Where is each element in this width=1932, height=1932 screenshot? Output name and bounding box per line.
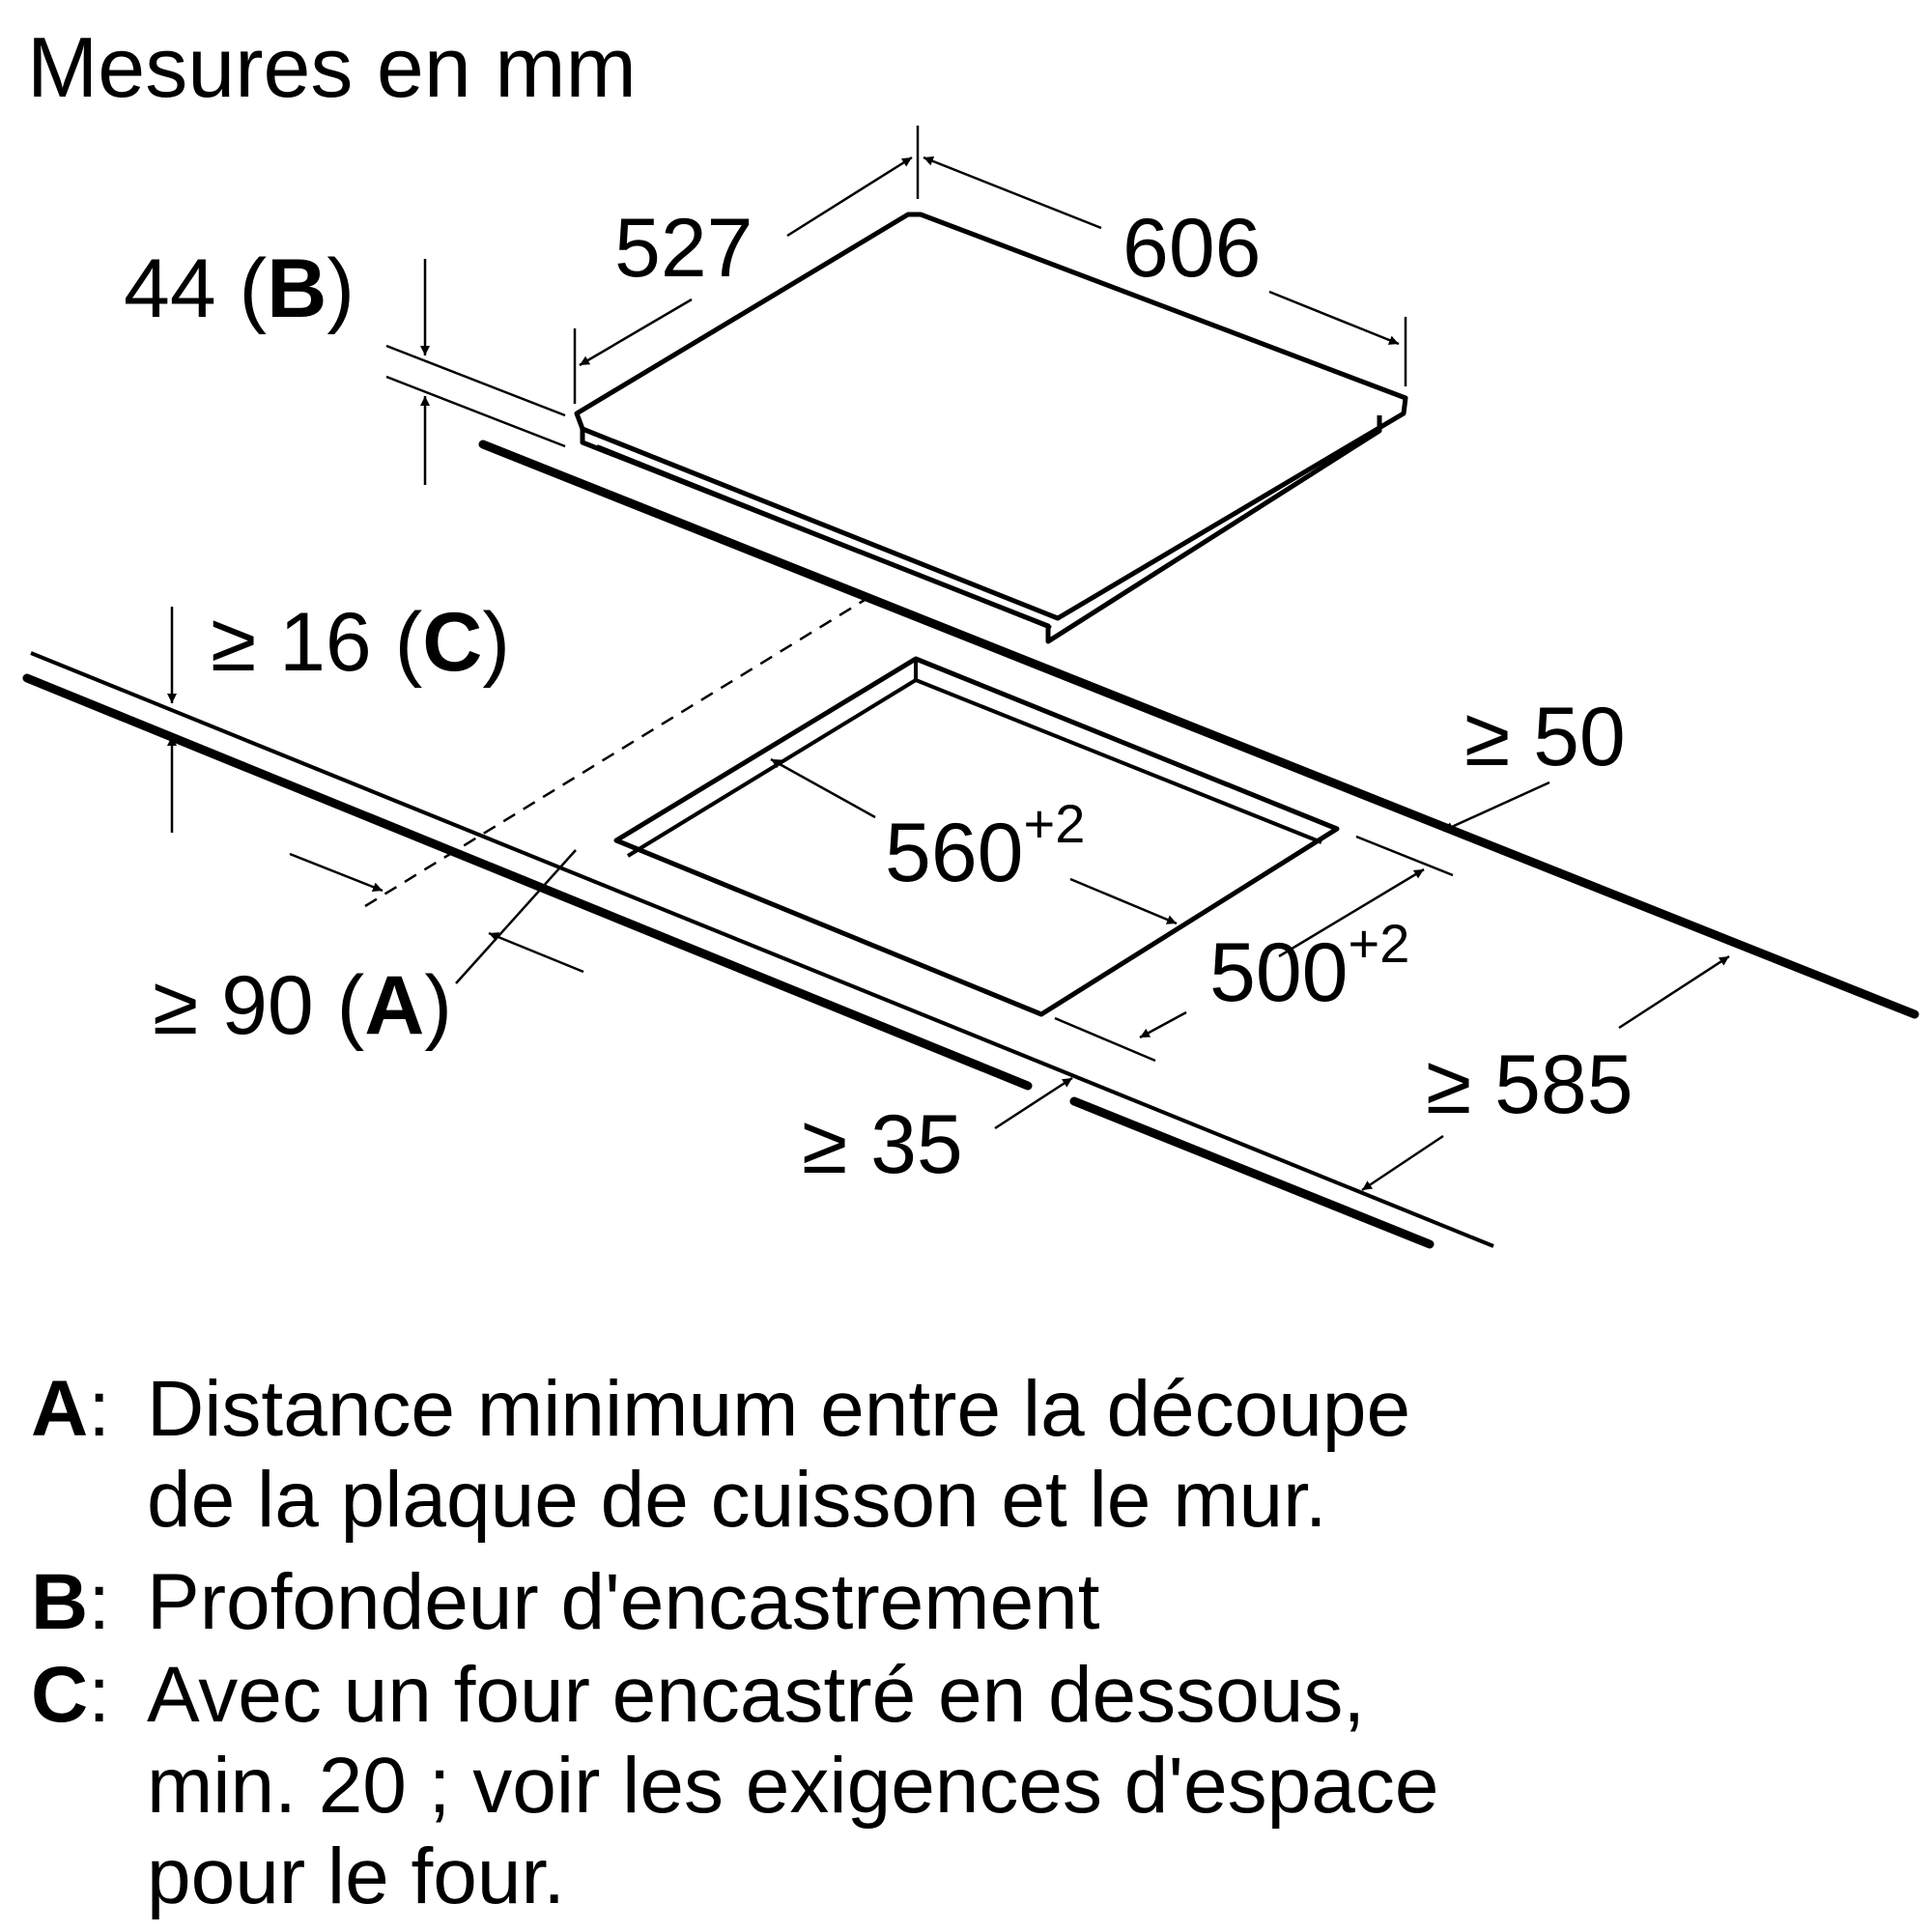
dim-527-label: 527: [614, 202, 753, 295]
legend-item-b: B:: [31, 1558, 111, 1646]
dim-560-arrow-left: [771, 759, 875, 817]
dim-90-arrow-right: [290, 854, 383, 891]
dim-560-arrow-right: [1070, 879, 1177, 923]
legend-item-c: C:: [31, 1651, 111, 1739]
dim-500-arrow-down: [1140, 1012, 1186, 1037]
dim-500-tolerance: +2: [1348, 913, 1410, 974]
dim-90-arrow-left: [489, 933, 583, 972]
page-title: Mesures en mm: [27, 19, 637, 115]
legend-item-a-line-1: Distance minimum entre la découpe: [147, 1365, 1411, 1453]
dim-44-label: 44 (B): [124, 242, 355, 335]
countertop-back-edge: [483, 444, 1915, 1014]
legend-item-a: A:: [31, 1365, 111, 1453]
legend-item-b-line-1: Profondeur d'encastrement: [147, 1558, 1100, 1646]
legend-item-a-line-2: de la plaque de cuisson et le mur.: [147, 1456, 1327, 1544]
ext-line-500-bottom: [1055, 1018, 1155, 1061]
ext-line-44-bottom: [386, 377, 565, 446]
ext-line-500-right: [1356, 837, 1453, 875]
dim-560-label: 560+2: [885, 793, 1086, 899]
ext-line-44-top: [386, 346, 565, 415]
dim-35-label: ≥ 35: [802, 1098, 963, 1191]
hob-underside-line: [597, 446, 1051, 628]
dim-90-label: ≥ 90 (A): [153, 959, 453, 1052]
dim-500-label: 500+2: [1209, 913, 1410, 1019]
dim-50-label: ≥ 50: [1464, 691, 1626, 783]
legend: [31, 1365, 1438, 1920]
dim-16-label: ≥ 16 (C): [211, 596, 511, 689]
dim-585-arrow-down: [1362, 1136, 1443, 1190]
legend-item-c-line-3: pour le four.: [147, 1833, 566, 1920]
countertop-front-edge-lower-right: [1074, 1101, 1430, 1244]
legend-item-c-line-1: Avec un four encastré en dessous,: [147, 1651, 1366, 1739]
dim-606-label: 606: [1122, 202, 1262, 295]
dim-560-tolerance: +2: [1023, 793, 1086, 854]
dim-44-letter: B: [267, 242, 327, 335]
dim-585-arrow-up: [1619, 956, 1729, 1028]
countertop-drawing: [27, 597, 1493, 1246]
ext-line-90-right: [456, 850, 576, 983]
dim-606-arrow-left: [923, 157, 1101, 228]
dim-606-arrow-right: [1269, 292, 1399, 344]
dim-585-label: ≥ 585: [1426, 1038, 1634, 1131]
dim-16-letter: C: [422, 596, 483, 689]
dim-50-arrow: [1443, 782, 1549, 831]
hob-drawing: [483, 214, 1915, 1014]
dim-90-letter: A: [364, 959, 425, 1052]
legend-item-c-line-2: min. 20 ; voir les exigences d'espace: [147, 1742, 1439, 1830]
dim-35-arrow: [995, 1078, 1072, 1128]
